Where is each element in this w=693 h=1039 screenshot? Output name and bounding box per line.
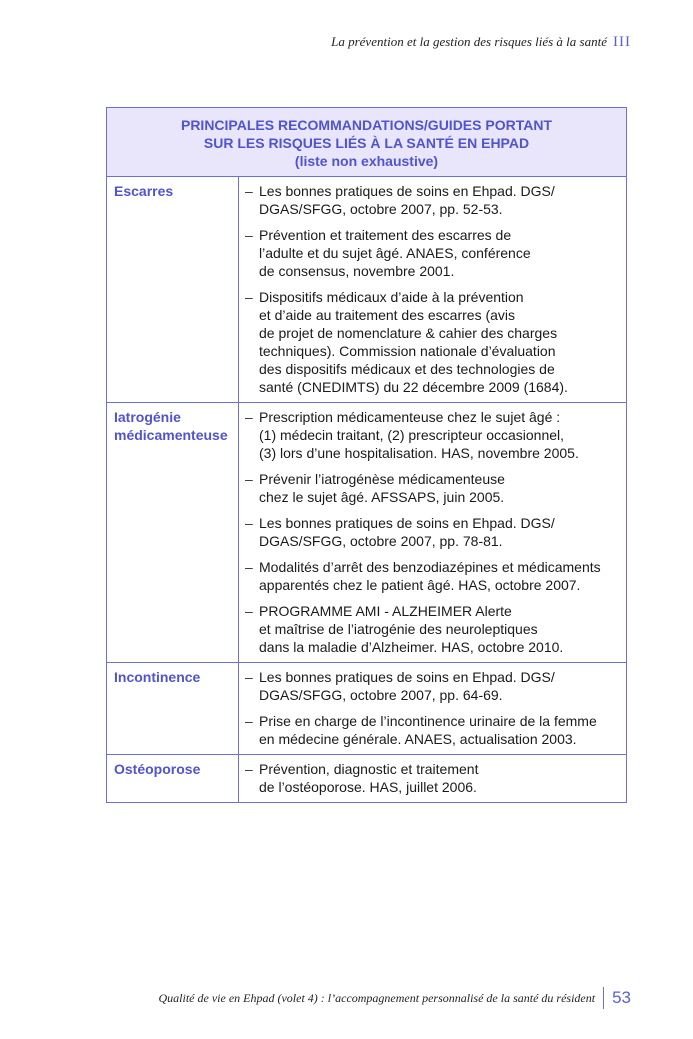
- recommendation-list: [245, 668, 618, 748]
- row-category: Iatrogénie médicamenteuse: [107, 403, 239, 663]
- book-title: Qualité de vie en Ehpad (volet 4) : l’accompagnement personnalisé de la santé du résident: [158, 990, 596, 1005]
- page-footer: [159, 987, 631, 1009]
- table-row: [107, 755, 627, 803]
- page-number: 53: [603, 987, 631, 1009]
- row-category: Ostéoporose: [107, 755, 239, 803]
- recommendation-list: [245, 182, 618, 396]
- recommendation-item: – Prescription médicamenteuse chez le sujet âgé : (1) médecin traitant, (2) prescripteur occasionnel, (3) lors d’une hospitalisation. HAS, novembre 2005.: [245, 408, 618, 462]
- table-row: [107, 663, 627, 755]
- running-title: La prévention et la gestion des risques liés à la santé: [331, 34, 607, 49]
- table-body: [107, 177, 627, 803]
- recommendation-item: – Prise en charge de l’incontinence urinaire de la femme en médecine générale. ANAES, actualisation 2003.: [245, 712, 618, 748]
- recommendation-item: – Prévention et traitement des escarres de l’adulte et du sujet âgé. ANAES, conférence de consensus, novembre 2001.: [245, 226, 618, 280]
- table-title-line-3: (liste non exhaustive): [294, 153, 439, 169]
- recommendation-item: – Les bonnes pratiques de soins en Ehpad. DGS/ DGAS/SFGG, octobre 2007, pp. 64-69.: [245, 668, 618, 704]
- recommendation-item: – Prévention, diagnostic et traitement de l’ostéoporose. HAS, juillet 2006.: [245, 760, 618, 796]
- recommendation-item: – Dispositifs médicaux d’aide à la prévention et d’aide au traitement des escarres (avis de projet de nomenclature & cahier des charges techniques). Commission nationale d’évaluation des dispositifs médicaux et des technologies de santé (CNEDIMTS) du 22 décembre 2009 (1684).: [245, 288, 618, 396]
- recommendation-item: – Les bonnes pratiques de soins en Ehpad. DGS/ DGAS/SFGG, octobre 2007, pp. 78-81.: [245, 514, 618, 550]
- table-row: [107, 403, 627, 663]
- row-recommendations: [239, 663, 627, 755]
- part-number: III: [613, 34, 631, 50]
- row-recommendations: [239, 403, 627, 663]
- row-category: Incontinence: [107, 663, 239, 755]
- recommendation-list: [245, 408, 618, 656]
- table-title-line-2: SUR LES RISQUES LIÉS À LA SANTÉ EN EHPAD: [203, 135, 530, 151]
- running-header: [331, 34, 631, 51]
- recommendation-list: [245, 760, 618, 796]
- table-title: [107, 108, 627, 177]
- recommendation-item: – Les bonnes pratiques de soins en Ehpad. DGS/ DGAS/SFGG, octobre 2007, pp. 52-53.: [245, 182, 618, 218]
- recommendation-item: – Modalités d’arrêt des benzodiazépines et médicaments apparentés chez le patient âgé. HAS, octobre 2007.: [245, 558, 618, 594]
- table-row: [107, 177, 627, 403]
- row-category: Escarres: [107, 177, 239, 403]
- row-recommendations: [239, 177, 627, 403]
- recommendations-table: [106, 107, 627, 803]
- recommendation-item: – PROGRAMME AMI - ALZHEIMER Alerte et maîtrise de l’iatrogénie des neuroleptiques dans la maladie d’Alzheimer. HAS, octobre 2010.: [245, 602, 618, 656]
- table-title-line-1: PRINCIPALES RECOMMANDATIONS/GUIDES PORTANT: [180, 117, 552, 133]
- table-header-row: [107, 108, 627, 177]
- row-recommendations: [239, 755, 627, 803]
- recommendation-item: – Prévenir l’iatrogénèse médicamenteuse chez le sujet âgé. AFSSAPS, juin 2005.: [245, 470, 618, 506]
